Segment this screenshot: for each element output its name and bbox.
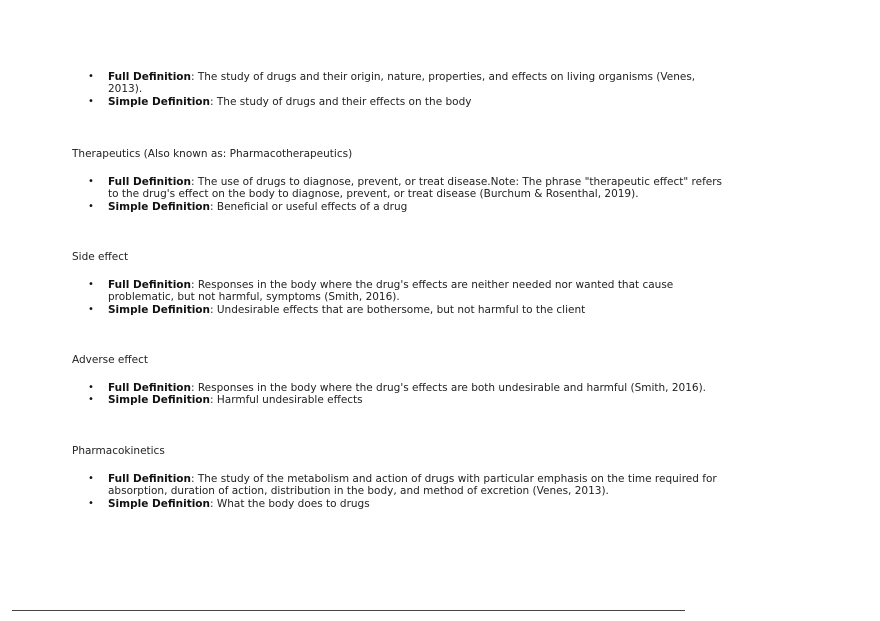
definition-text: : Beneficial or useful effects of a drug [210, 200, 408, 213]
bullet-icon: • [88, 71, 94, 82]
definition-text: : Undesirable effects that are bothersome, but not harmful to the client [210, 303, 586, 316]
list-item-simple-definition [72, 498, 732, 510]
definition-text: : The use of drugs to diagnose, prevent, or treat disease.Note: The phrase "therapeutic effect" refers to the drug's effect on the body to diagnose, prevent, or treat disease (Burchum & Rosenthal, 2019). [108, 176, 723, 201]
definition-label: Full Definition [108, 176, 191, 188]
list-item-full-definition [72, 176, 732, 201]
footer-divider [12, 610, 685, 611]
section-side-effect [72, 250, 732, 316]
definition-list [72, 382, 732, 407]
definition-label: Full Definition [108, 473, 191, 485]
section-heading: Pharmacokinetics [72, 445, 165, 457]
definition-label: Simple Definition [108, 394, 210, 407]
section-heading: Adverse effect [72, 354, 148, 366]
list-item-simple-definition [72, 96, 732, 108]
definition-list [72, 473, 732, 510]
definition-label: Simple Definition [108, 303, 210, 316]
section-adverse-effect [72, 353, 732, 407]
list-item-full-definition [72, 71, 732, 96]
definition-text: : What the body does to drugs [210, 497, 370, 510]
definition-text: : Responses in the body where the drug's effects are both undesirable and harmful (Smith, 2016). [190, 382, 707, 394]
list-item-simple-definition [72, 394, 732, 406]
definition-label: Full Definition [108, 382, 191, 394]
definition-text: : The study of drugs and their origin, nature, properties, and effects on living organisms (Venes, 2013). [108, 71, 696, 96]
definition-label: Simple Definition [108, 200, 210, 213]
definition-label: Simple Definition [108, 497, 210, 510]
definition-list [72, 71, 732, 108]
definition-text: : The study of drugs and their effects on the body [210, 95, 472, 108]
list-item-full-definition [72, 382, 732, 394]
definition-label: Full Definition [108, 71, 191, 83]
list-item-simple-definition [72, 304, 732, 316]
definition-label: Full Definition [108, 279, 191, 291]
definition-list [72, 279, 732, 316]
definition-text: : The study of the metabolism and action of drugs with particular emphasis on the time required for absorption, duration of action, distribution in the body, and method of excretion (Venes, 2013). [108, 473, 717, 498]
section-therapeutics [72, 147, 732, 213]
bullet-icon: • [88, 497, 94, 509]
list-item-full-definition [72, 279, 732, 304]
bullet-icon: • [88, 303, 94, 315]
bullet-icon: • [88, 394, 94, 406]
definition-label: Simple Definition [108, 95, 210, 108]
section-pharmacology [72, 71, 732, 108]
bullet-icon: • [88, 382, 94, 393]
section-heading: Therapeutics (Also known as: Pharmacotherapeutics) [72, 148, 353, 160]
section-heading: Side effect [72, 251, 129, 263]
definition-text: : Responses in the body where the drug's effects are neither needed nor wanted that cause problematic, but not harmful, symptoms (Smith, 2016). [108, 279, 674, 304]
definition-text: : Harmful undesirable effects [210, 394, 363, 407]
list-item-simple-definition [72, 201, 732, 213]
bullet-icon: • [88, 176, 94, 187]
bullet-icon: • [88, 279, 94, 290]
bullet-icon: • [88, 95, 94, 107]
list-item-full-definition [72, 473, 732, 498]
definition-list [72, 176, 732, 213]
section-pharmacokinetics [72, 444, 732, 510]
bullet-icon: • [88, 473, 94, 484]
bullet-icon: • [88, 200, 94, 212]
